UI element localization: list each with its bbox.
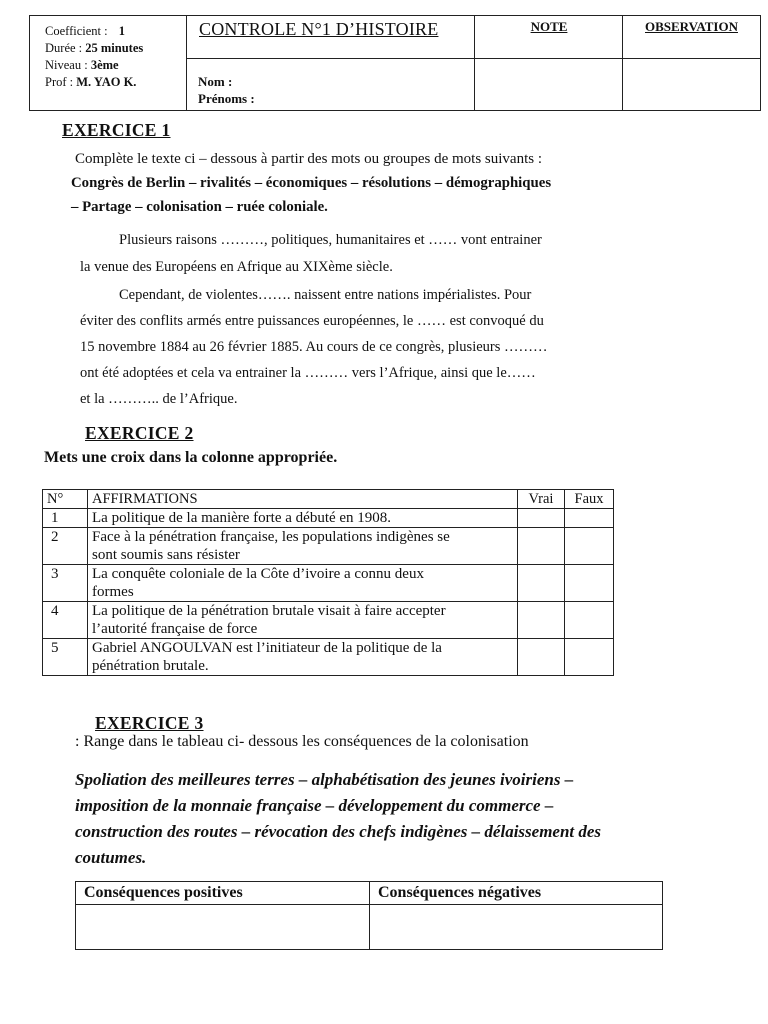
niveau-value: 3ème [90, 58, 119, 72]
prof-line [45, 75, 136, 90]
row-number: 4 [43, 602, 88, 639]
exercise-3-items-line: imposition de la monnaie française – développement du commerce – [75, 796, 554, 815]
column-header-vrai: Vrai [518, 490, 565, 509]
row-number: 1 [43, 509, 88, 528]
faux-checkbox-cell[interactable] [565, 602, 614, 639]
negative-answer-cell[interactable] [370, 905, 663, 950]
positive-answer-cell[interactable] [76, 905, 370, 950]
exercise-3-items-line: coutumes. [75, 848, 147, 867]
table-row [43, 602, 614, 639]
duree-line [45, 41, 143, 56]
header-divider [187, 58, 760, 59]
title-cell [187, 16, 475, 110]
duree-value: 25 minutes [85, 41, 144, 55]
exercise-1-text-line: Cependant, de violentes……. naissent entre nations impérialistes. Pour [119, 287, 532, 303]
affirmation-cell [88, 639, 518, 676]
column-header-number: N° [43, 490, 88, 509]
exercise-1-text-line: la venue des Européens en Afrique au XIXème siècle. [80, 259, 393, 275]
prof-value: M. YAO K. [76, 75, 137, 89]
table-header-row [43, 490, 614, 509]
exercise-1-text-line: et la ……….. de l’Afrique. [80, 391, 238, 407]
exercise-2-heading: EXERCICE 2 [85, 423, 194, 443]
affirmation-text-continued: formes [92, 584, 134, 600]
exercise-1-heading: EXERCICE 1 [62, 120, 171, 140]
affirmation-text: Face à la pénétration française, les populations indigènes se [92, 529, 450, 545]
affirmation-text-continued: pénétration brutale. [92, 658, 209, 674]
vrai-checkbox-cell[interactable] [518, 565, 565, 602]
row-number: 5 [43, 639, 88, 676]
column-header-affirmations: AFFIRMATIONS [88, 490, 518, 509]
exercise-3-heading: EXERCICE 3 [95, 713, 204, 733]
exercise-1-text-line: éviter des conflits armés entre puissances européennes, le …… est convoqué du [80, 313, 544, 329]
affirmation-cell [88, 602, 518, 639]
vrai-checkbox-cell[interactable] [518, 639, 565, 676]
coef-label: Coefficient : [45, 24, 108, 38]
coef-line [45, 24, 125, 39]
exercise-3-instruction: : Range dans le tableau ci- dessous les conséquences de la colonisation [75, 733, 529, 750]
vrai-checkbox-cell[interactable] [518, 528, 565, 565]
prof-label: Prof : [45, 75, 74, 89]
column-header-positive: Conséquences positives [76, 882, 370, 905]
affirmation-text-continued: l’autorité française de force [92, 621, 258, 637]
exercise-1-text-line: 15 novembre 1884 au 26 février 1885. Au cours de ce congrès, plusieurs ……… [80, 339, 548, 355]
exercise-2-instruction: Mets une croix dans la colonne appropriée. [44, 449, 338, 466]
exercise-1-instruction: Complète le texte ci – dessous à partir des mots ou groupes de mots suivants : [75, 151, 543, 167]
row-number: 2 [43, 528, 88, 565]
note-cell [475, 16, 623, 110]
info-cell [30, 16, 187, 110]
affirmations-table [42, 489, 614, 676]
affirmation-text: Gabriel ANGOULVAN est l’initiateur de la politique de la [92, 640, 442, 656]
faux-checkbox-cell[interactable] [565, 565, 614, 602]
exercise-1-words-line-1: Congrès de Berlin – rivalités – économiques – résolutions – démographiques [71, 175, 552, 191]
exercise-1-words-line-2: – Partage – colonisation – ruée coloniale. [71, 199, 328, 215]
observation-label: OBSERVATION [645, 19, 738, 34]
niveau-label: Niveau : [45, 58, 88, 72]
prenoms-label: Prénoms : [198, 91, 255, 106]
exercise-1-text-line: ont été adoptées et cela va entrainer la ……… vers l’Afrique, ainsi que le…… [80, 365, 536, 381]
table-row [43, 528, 614, 565]
page-title: CONTROLE N°1 D’HISTOIRE [199, 19, 439, 39]
table-row [43, 509, 614, 528]
table-row [43, 565, 614, 602]
observation-cell [623, 16, 760, 110]
table-header-row [76, 882, 663, 905]
affirmation-cell [88, 528, 518, 565]
column-header-negative: Conséquences négatives [370, 882, 663, 905]
duree-label: Durée : [45, 41, 83, 55]
affirmation-text-continued: sont soumis sans résister [92, 547, 240, 563]
faux-checkbox-cell[interactable] [565, 639, 614, 676]
row-number: 3 [43, 565, 88, 602]
faux-checkbox-cell[interactable] [565, 509, 614, 528]
table-row [76, 905, 663, 950]
column-header-faux: Faux [565, 490, 614, 509]
exercise-3-items-line: Spoliation des meilleures terres – alphabétisation des jeunes ivoiriens – [75, 770, 574, 789]
faux-checkbox-cell[interactable] [565, 528, 614, 565]
vrai-checkbox-cell[interactable] [518, 602, 565, 639]
note-label: NOTE [530, 19, 568, 34]
table-row [43, 639, 614, 676]
exercise-1-text-line: Plusieurs raisons ………, politiques, humanitaires et …… vont entrainer [119, 232, 542, 248]
consequences-table [75, 881, 663, 950]
niveau-line [45, 58, 119, 73]
exercise-3-items-line: construction des routes – révocation des chefs indigènes – délaissement des [75, 822, 602, 841]
affirmation-text: La politique de la pénétration brutale visait à faire accepter [92, 603, 446, 619]
affirmation-cell [88, 509, 518, 528]
nom-label: Nom : [198, 74, 233, 89]
vrai-checkbox-cell[interactable] [518, 509, 565, 528]
affirmation-cell [88, 565, 518, 602]
affirmation-text: La conquête coloniale de la Côte d’ivoire a connu deux [92, 566, 424, 582]
header-table [29, 15, 761, 111]
affirmation-text: La politique de la manière forte a débuté en 1908. [92, 510, 392, 526]
coef-value: 1 [118, 24, 125, 38]
